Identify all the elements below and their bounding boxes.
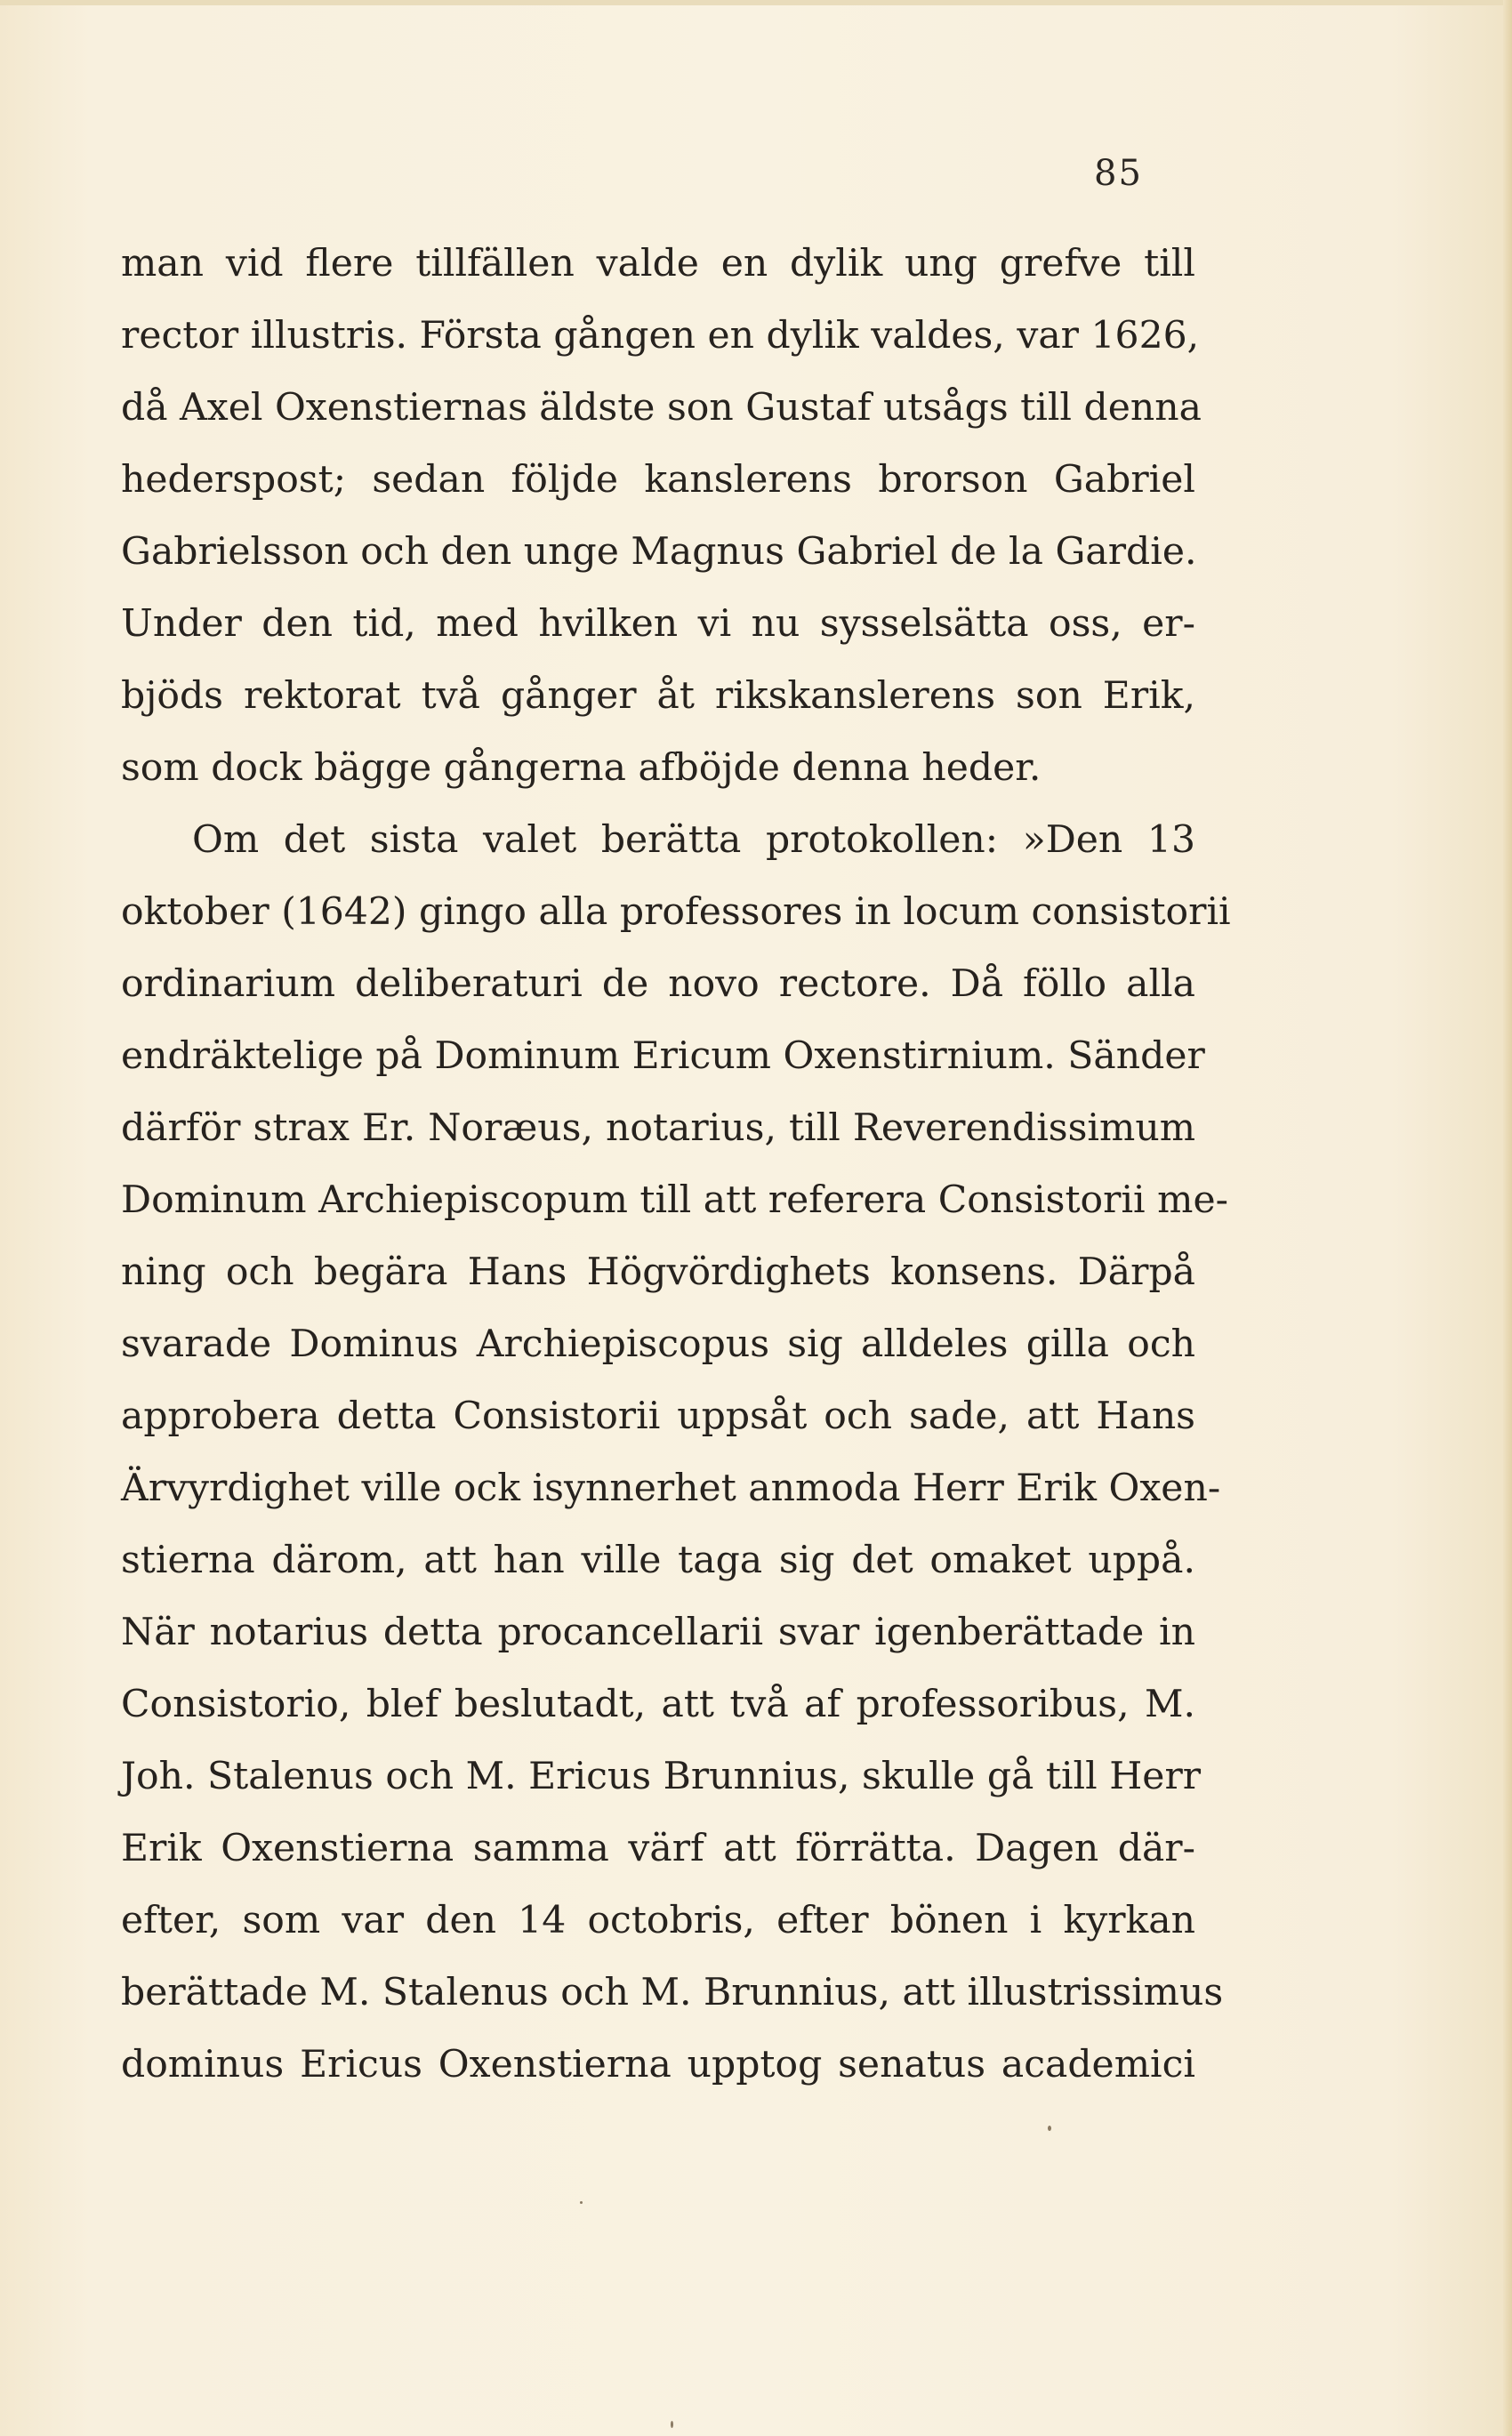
text-line: Consistorio, blef beslutadt, att två af professoribus, M. (121, 1683, 1195, 1726)
text-line: Om det sista valet berätta protokollen: »Den 13 (192, 818, 1195, 862)
page-right-edge (1503, 0, 1512, 2436)
text-line: Under den tid, med hvilken vi nu sysselsätta oss, er- (121, 602, 1195, 646)
text-line: därför strax Er. Noræus, notarius, till Reverendissimum (121, 1106, 1195, 1150)
text-line: dominus Ericus Oxenstierna upptog senatus academici (121, 2043, 1195, 2086)
body-text (121, 228, 1231, 2101)
text-line: Ärvyrdighet ville ock isynnerhet anmoda Herr Erik Oxen- (121, 1467, 1221, 1510)
text-line: ning och begära Hans Högvördighets konsens. Därpå (121, 1250, 1195, 1294)
text-line: oktober (1642) gingo alla professores in locum consistorii (121, 890, 1231, 934)
text-line: hederspost; sedan följde kanslerens brorson Gabriel (121, 458, 1195, 502)
text-line: Gabrielsson och den unge Magnus Gabriel de la Gardie. (121, 530, 1197, 574)
text-line: bjöds rektorat två gånger åt rikskanslerens son Erik, (121, 674, 1195, 718)
text-line: approbera detta Consistorii uppsåt och sade, att Hans (121, 1395, 1195, 1438)
paper-speck (671, 2421, 673, 2428)
text-line: endräktelige på Dominum Ericum Oxenstirnium. Sänder (121, 1034, 1205, 1078)
text-line: efter, som var den 14 octobris, efter bönen i kyrkan (121, 1899, 1195, 1942)
text-line: man vid flere tillfällen valde en dylik ung grefve till (121, 242, 1195, 285)
text-line: då Axel Oxenstiernas äldste son Gustaf utsågs till denna (121, 386, 1202, 430)
page-top-edge (0, 0, 1512, 5)
paper-speck (1048, 2126, 1051, 2131)
text-line: berättade M. Stalenus och M. Brunnius, att illustrissimus (121, 1971, 1224, 2014)
text-line: Dominum Archiepiscopum till att referera Consistorii me- (121, 1178, 1228, 1222)
text-line: svarade Dominus Archiepiscopus sig alldeles gilla och (121, 1323, 1195, 1366)
paper-speck (580, 2201, 583, 2204)
text-line: som dock bägge gångerna afböjde denna heder. (121, 746, 1042, 790)
text-line: Erik Oxenstierna samma värf att förrätta. Dagen där- (121, 1827, 1195, 1870)
text-line: rector illustris. Första gången en dylik valdes, var 1626, (121, 314, 1200, 358)
text-line: ordinarium deliberaturi de novo rectore. Då föllo alla (121, 962, 1195, 1006)
text-line: Joh. Stalenus och M. Ericus Brunnius, skulle gå till Herr (121, 1755, 1202, 1798)
text-line: När notarius detta procancellarii svar igenberättade in (121, 1611, 1195, 1654)
text-line: stierna därom, att han ville taga sig det omaket uppå. (121, 1539, 1195, 1582)
page-number: 85 (1094, 153, 1143, 194)
